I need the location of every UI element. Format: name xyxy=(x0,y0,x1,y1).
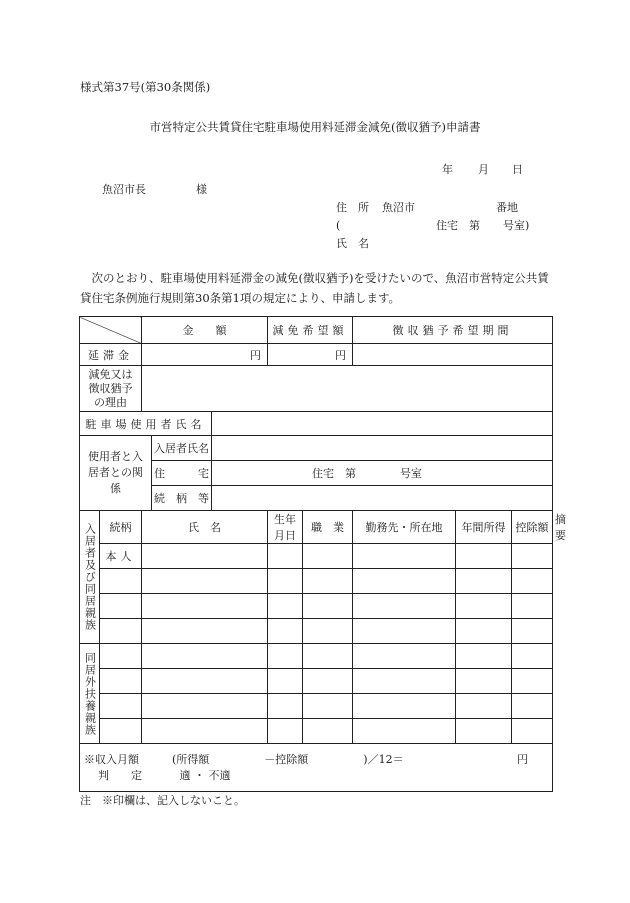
family-cell[interactable] xyxy=(142,544,268,569)
applicant-housing: 住宅 第 xyxy=(436,219,480,232)
col-birth: 生年月日 xyxy=(268,511,303,544)
family-cell[interactable] xyxy=(512,544,553,569)
family-cell[interactable] xyxy=(303,594,353,619)
parking-user-label: 駐車場使用者氏名 xyxy=(80,412,212,436)
applicant-banchi: 番地 xyxy=(496,201,518,214)
application-table: 金 額 減免希望額 徴収猶予希望期間 延滞金 円 円 減免又は徴収猶予の理由 駐車場使用者氏名 使用者と入居者との関係 入居者氏名 住 宅 住宅 第 号室 続 柄 等 入居者及び同居親族 続柄 氏 名 生年月日 職 業 勤務先・所在地 年間所得 控除額 摘要 本人 同居外扶養親族 ※収入月額 (所得額 －控除額 )／12＝ 円 判 定 適 ・ 不適 xyxy=(79,316,553,792)
family-label: 入居者及び同居親族 xyxy=(80,511,100,644)
reason-field[interactable] xyxy=(142,366,553,412)
dependent-cell[interactable] xyxy=(303,644,353,669)
col-relation: 続柄 xyxy=(100,511,142,544)
parking-user-field[interactable] xyxy=(212,412,553,436)
dependent-cell[interactable] xyxy=(456,719,512,744)
reduction-amount-field[interactable]: 円 xyxy=(268,344,353,366)
family-cell[interactable] xyxy=(456,569,512,594)
dependent-cell[interactable] xyxy=(303,694,353,719)
resident-name-label: 入居者氏名 xyxy=(152,436,212,461)
address-label: 住 宅 xyxy=(152,461,212,486)
family-cell[interactable] xyxy=(142,594,268,619)
dependent-cell[interactable] xyxy=(512,694,553,719)
dependent-cell[interactable] xyxy=(512,719,553,744)
addressee-honorific: 様 xyxy=(196,183,207,196)
applicant-paren: ( xyxy=(336,219,341,232)
addressee-name: 魚沼市長 xyxy=(102,183,146,196)
family-cell[interactable] xyxy=(353,594,456,619)
family-cell[interactable] xyxy=(512,619,553,644)
family-cell[interactable] xyxy=(456,619,512,644)
footnote: 注 ※印欄は、記入しないこと。 xyxy=(80,794,245,807)
reason-label: 減免又は徴収猶予の理由 xyxy=(80,366,142,412)
applicant-name-label: 氏 名 xyxy=(336,237,369,250)
family-cell[interactable] xyxy=(268,594,303,619)
col-income: 年間所得 xyxy=(456,511,512,544)
dependents-label: 同居外扶養親族 xyxy=(80,644,100,744)
dependent-cell[interactable] xyxy=(303,669,353,694)
relationship-field[interactable] xyxy=(212,486,553,511)
resident-name-field[interactable] xyxy=(212,436,553,461)
family-cell[interactable] xyxy=(512,569,553,594)
relation-label: 使用者と入居者との関係 xyxy=(80,436,152,511)
family-cell[interactable] xyxy=(303,619,353,644)
dependent-cell[interactable] xyxy=(268,694,303,719)
dependent-cell[interactable] xyxy=(353,669,456,694)
diagonal-cell xyxy=(80,317,142,344)
col-work: 勤務先・所在地 xyxy=(353,511,456,544)
family-cell[interactable] xyxy=(303,569,353,594)
header-reduction: 減免希望額 xyxy=(268,317,353,344)
col-deduction: 控除額 xyxy=(512,511,553,544)
address-field[interactable]: 住宅 第 号室 xyxy=(212,461,553,486)
judgment-options: 適 ・ 不適 xyxy=(179,768,231,782)
dependent-cell[interactable] xyxy=(268,669,303,694)
dependent-cell[interactable] xyxy=(512,669,553,694)
date-month: 月 xyxy=(478,163,489,176)
date-year: 年 xyxy=(442,163,453,176)
judgment-label: 判 定 xyxy=(98,768,142,782)
family-cell[interactable] xyxy=(268,544,303,569)
overdue-label: 延滞金 xyxy=(80,344,142,366)
dependent-cell[interactable] xyxy=(142,694,268,719)
form-number: 様式第37号(第30条関係) xyxy=(80,80,211,94)
family-cell[interactable] xyxy=(456,594,512,619)
family-cell[interactable] xyxy=(268,569,303,594)
dependent-cell[interactable] xyxy=(268,719,303,744)
dependent-cell[interactable] xyxy=(512,644,553,669)
family-cell[interactable] xyxy=(353,569,456,594)
family-cell[interactable] xyxy=(456,544,512,569)
dependent-cell[interactable] xyxy=(100,644,142,669)
header-deferral: 徴収猶予希望期間 xyxy=(353,317,553,344)
family-cell[interactable] xyxy=(142,569,268,594)
dependent-cell[interactable] xyxy=(353,644,456,669)
family-cell[interactable] xyxy=(100,594,142,619)
family-cell[interactable] xyxy=(512,594,553,619)
family-cell[interactable] xyxy=(100,619,142,644)
applicant-address-label: 住 所 xyxy=(336,201,369,214)
dependent-cell[interactable] xyxy=(268,644,303,669)
income-line: ※収入月額 (所得額 －控除額 )／12＝ xyxy=(84,752,404,766)
intro-paragraph: 次のとおり、駐車場使用料延滞金の減免(徴収猶予)を受けたいので、魚沼市営特定公共賃貸住宅条例施行規則第30条第1項の規定により、申請します。 xyxy=(80,271,549,305)
family-cell[interactable] xyxy=(303,544,353,569)
dependent-cell[interactable] xyxy=(456,669,512,694)
income-yen: 円 xyxy=(517,752,529,766)
date-day: 日 xyxy=(512,163,523,176)
applicant-room: 号室) xyxy=(503,219,530,232)
family-cell[interactable] xyxy=(353,544,456,569)
page-title: 市営特定公共賃貸住宅駐車場使用料延滞金減免(徴収猶予)申請書 xyxy=(149,120,481,134)
dependent-cell[interactable] xyxy=(100,669,142,694)
col-job: 職 業 xyxy=(303,511,353,544)
dependent-cell[interactable] xyxy=(353,694,456,719)
dependent-cell[interactable] xyxy=(142,719,268,744)
family-cell[interactable] xyxy=(268,619,303,644)
family-cell[interactable] xyxy=(142,619,268,644)
header-amount: 金 額 xyxy=(142,317,268,344)
overdue-amount-field[interactable]: 円 xyxy=(142,344,268,366)
family-cell[interactable] xyxy=(100,569,142,594)
dependent-cell[interactable] xyxy=(456,694,512,719)
dependent-cell[interactable] xyxy=(100,694,142,719)
family-cell[interactable] xyxy=(353,619,456,644)
deferral-period-field[interactable] xyxy=(353,344,553,366)
dependent-cell[interactable] xyxy=(456,644,512,669)
self-label: 本人 xyxy=(100,544,142,569)
dependent-cell[interactable] xyxy=(353,719,456,744)
relationship-label: 続 柄 等 xyxy=(152,486,212,511)
dependent-cell[interactable] xyxy=(303,719,353,744)
dependent-cell[interactable] xyxy=(142,644,268,669)
dependent-cell[interactable] xyxy=(142,669,268,694)
applicant-city: 魚沼市 xyxy=(382,201,415,214)
col-name: 氏 名 xyxy=(142,511,268,544)
dependent-cell[interactable] xyxy=(100,719,142,744)
income-judgment-row xyxy=(80,744,553,792)
